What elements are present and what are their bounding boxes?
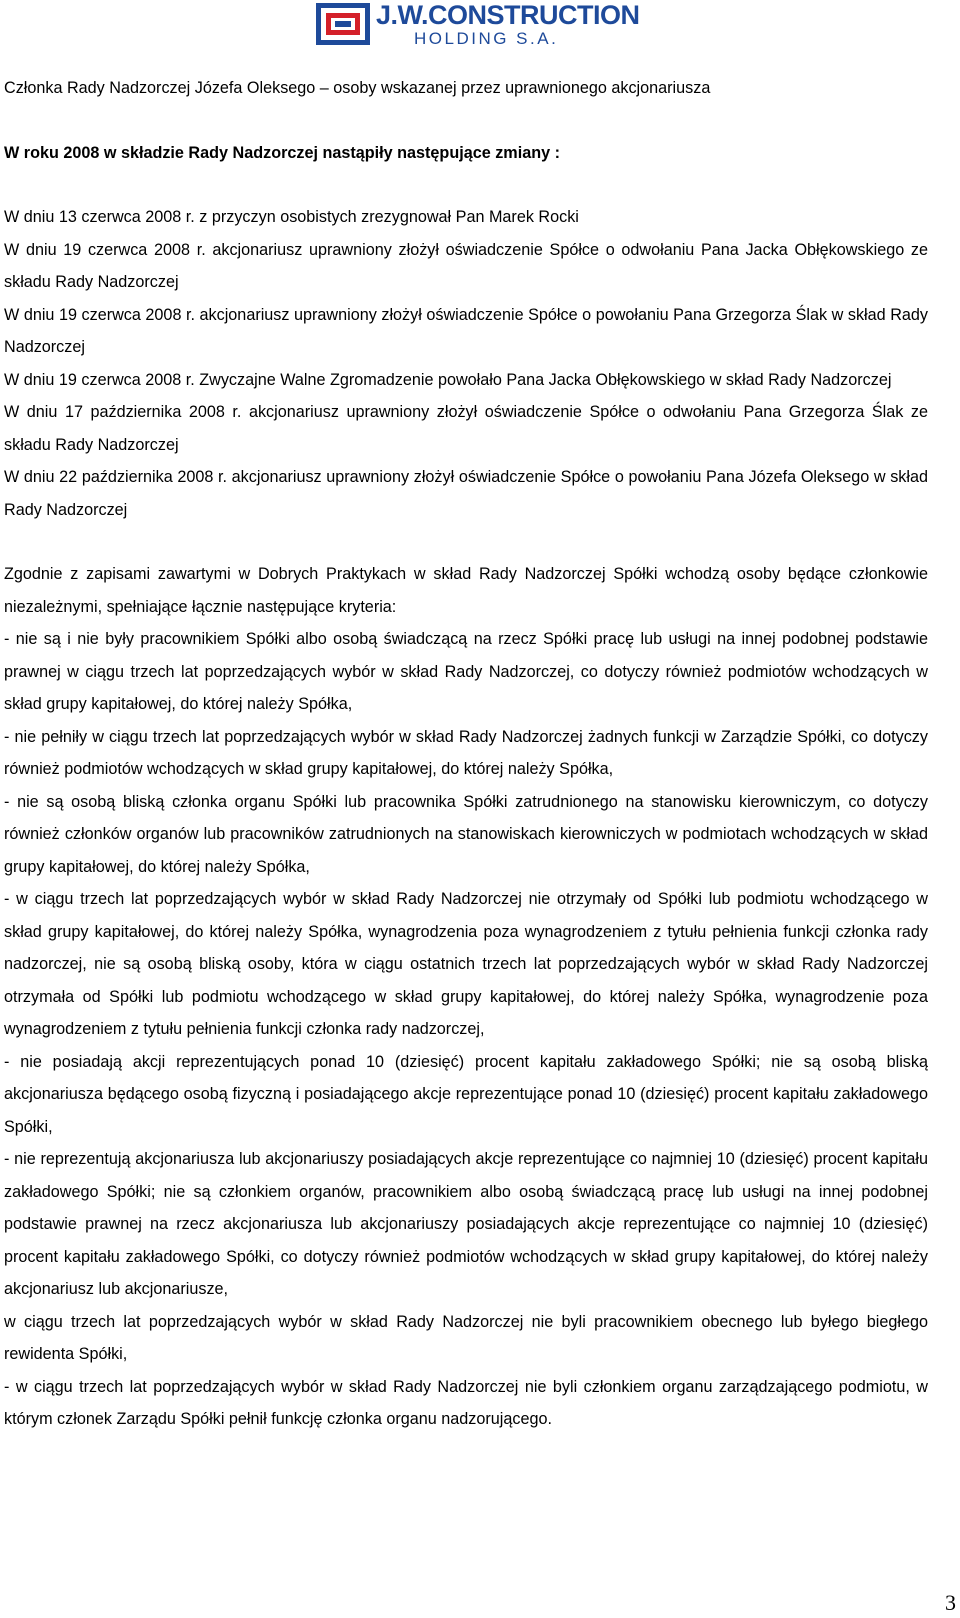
spacer (4, 169, 928, 201)
paragraph-change-3: W dniu 19 czerwca 2008 r. akcjonariusz uprawniony złożył oświadczenie Spółce o powołaniu Pana Grzegorza Ślak w skład Rady Nadzorczej (4, 305, 928, 356)
criteria-item-4: - w ciągu trzech lat poprzedzających wybór w skład Rady Nadzorczej nie otrzymały od Spółki lub podmiotu wchodzącego w skład grupy kapitałowej, do której należy Spółka, wynagrodzenia poza wynagrodzeniem z tytułu pełnienia funkcji członka rady nadzorczej, nie są osobą bliską osoby, która w ciągu ostatnich trzech lat poprzedzających wybór w skład Rady Nadzorczej otrzymała od Spółki lub podmiotu wchodzącego w skład grupy kapitałowej, do której należy Spółka, wynagrodzenie poza wynagrodzeniem z tytułu pełnienia funkcji członka rady nadzorczej, (4, 890, 928, 1038)
criteria-item-1: - nie są i nie były pracownikiem Spółki albo osobą świadczącą na rzecz Spółki pracę lub usługi na innej podobnej podstawie prawnej w ciągu trzech lat poprzedzających wybór w skład Rady Nadzorczej, co dotyczy również podmiotów wchodzących w skład grupy kapitałowej, do której należy Spółka, (4, 630, 928, 713)
paragraph-change-6: W dniu 22 października 2008 r. akcjonariusz uprawniony złożył oświadczenie Spółce o powołaniu Pana Józefa Oleksego w skład Rady Nadzorczej (4, 468, 928, 519)
jwc-logo-mark-icon (316, 3, 370, 45)
company-logo (316, 2, 640, 46)
paragraph-criteria-intro: Zgodnie z zapisami zawartymi w Dobrych Praktykach w skład Rady Nadzorczej Spółki wchodzą osoby będące członkowie niezależnymi, spełniające łącznie następujące kryteria: (4, 565, 928, 616)
logo-company-name: J.W.CONSTRUCTION (376, 0, 640, 30)
paragraph-change-2: W dniu 19 czerwca 2008 r. akcjonariusz uprawniony złożył oświadczenie Spółce o odwołaniu Pana Jacka Obłękowskiego ze składu Rady Nadzorczej (4, 240, 928, 291)
paragraph-change-4: W dniu 19 czerwca 2008 r. Zwyczajne Walne Zgromadzenie powołało Pana Jacka Obłękowskiego w skład Rady Nadzorczej (4, 370, 892, 389)
spacer (4, 526, 928, 558)
page-number: 3 (945, 1590, 956, 1615)
criteria-item-8: - w ciągu trzech lat poprzedzających wybór w skład Rady Nadzorczej nie byli członkiem organu zarządzającego podmiotu, w którym członek Zarządu Spółki pełnił funkcję członka organu nadzorującego. (4, 1377, 928, 1428)
criteria-item-5: - nie posiadają akcji reprezentujących ponad 10 (dziesięć) procent kapitału zakładowego Spółki; nie są osobą bliską akcjonariusza będącego osobą fizyczną i posiadającego akcje reprezentujące ponad 10 (dziesięć) procent kapitału zakładowego Spółki, (4, 1052, 928, 1136)
paragraph-change-5: W dniu 17 października 2008 r. akcjonariusz uprawniony złożył oświadczenie Spółce o odwołaniu Pana Grzegorza Ślak ze składu Rady Nadzorczej (4, 403, 928, 454)
criteria-item-3: - nie są osobą bliską członka organu Spółki lub pracownika Spółki zatrudnionego na stanowisku kierowniczym, co dotyczy również członków organów lub pracowników zatrudnionych na stanowiskach kierowniczych w podmiotach wchodzących w skład grupy kapitałowej, do której należy Spółka, (4, 792, 928, 876)
spacer (4, 105, 928, 137)
document-body (4, 72, 928, 1436)
criteria-item-2: - nie pełniły w ciągu trzech lat poprzedzających wybór w skład Rady Nadzorczej żadnych funkcji w Zarządzie Spółki, co dotyczy również podmiotów wchodzących w skład grupy kapitałowej, do której należy Spółka, (4, 727, 928, 778)
paragraph-change-1: W dniu 13 czerwca 2008 r. z przyczyn osobistych zrezygnował Pan Marek Rocki (4, 208, 579, 226)
logo-company-suffix: HOLDING S.A. (414, 28, 559, 48)
criteria-item-6: - nie reprezentują akcjonariusza lub akcjonariuszy posiadających akcje reprezentujące co najmniej 10 (dziesięć) procent kapitału zakładowego Spółki; nie są członkiem organów, pracownikiem albo osobą świadczącą pracę lub usługi na innej podobnej podstawie prawnej na rzecz akcjonariusza lub akcjonariuszy posiadających akcje reprezentujące co najmniej 10 (dziesięć) procent kapitału zakładowego Spółki, co dotyczy również podmiotów wchodzących w skład grupy kapitałowej, do której należy akcjonariusz lub akcjonariusze, (4, 1150, 928, 1298)
section-heading-changes: W roku 2008 w składzie Rady Nadzorczej nastąpiły następujące zmiany : (4, 143, 560, 162)
criteria-item-7: w ciągu trzech lat poprzedzających wybór w skład Rady Nadzorczej nie byli pracownikiem obecnego lub byłego biegłego rewidenta Spółki, (4, 1312, 928, 1363)
paragraph-board-member: Członka Rady Nadzorczej Józefa Oleksego – osoby wskazanej przez uprawnionego akcjonariusza (4, 79, 711, 97)
